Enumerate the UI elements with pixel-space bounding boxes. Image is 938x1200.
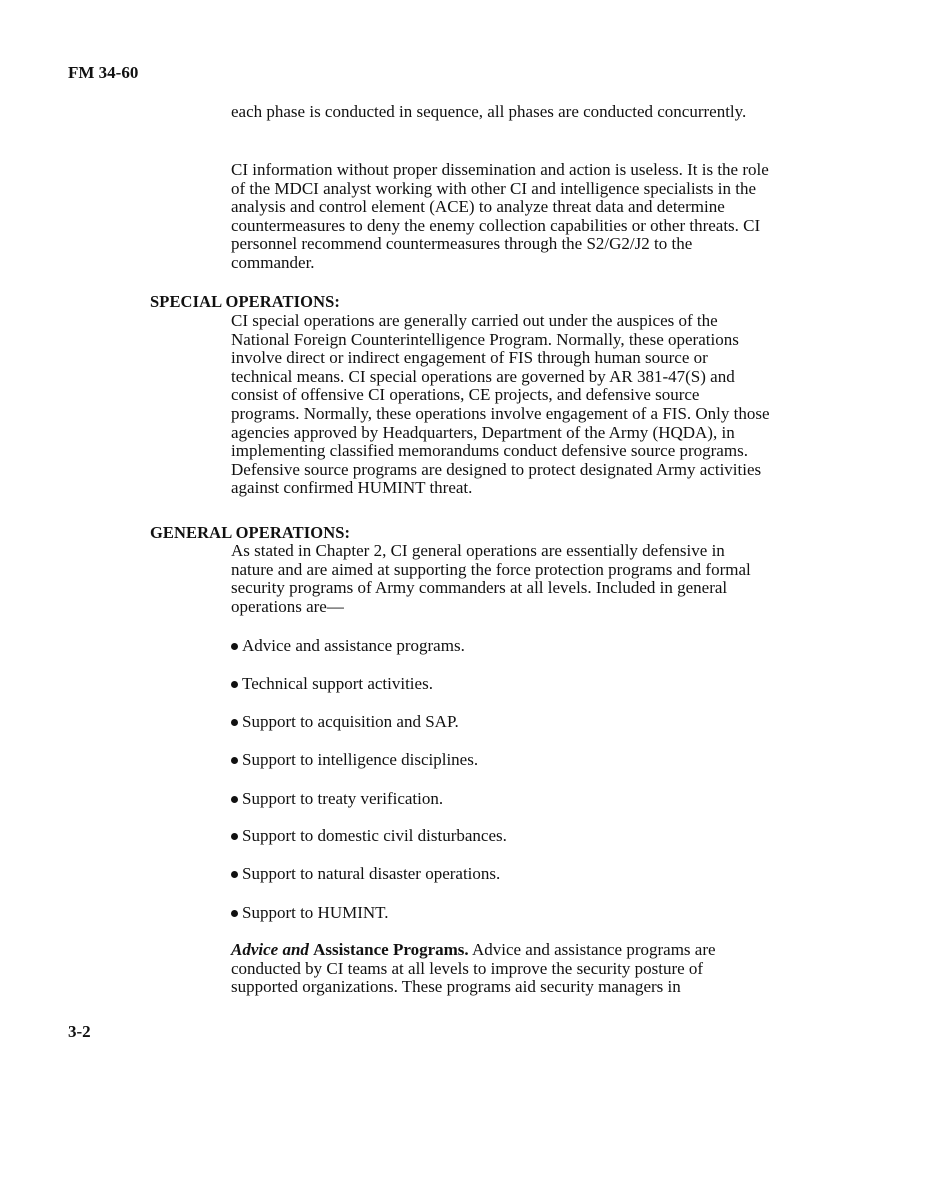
bullet-text: Support to treaty verification.: [242, 789, 444, 808]
intro-paragraph-2-text: CI information without proper dissemination and action is useless. It is the role of the MDCI analyst working with other CI and intelligence specialists in the analysis and control element (ACE) to analyze threat data and determine countermeasures to deny the enemy collection capabilities or other threats. CI personnel recommend countermeasures through the S2/G2/J2 to the commander.: [231, 160, 769, 272]
bullet-item: [231, 750, 478, 770]
bullet-item: [231, 636, 465, 656]
special-operations-body: [231, 312, 771, 498]
bullet-text: Technical support activities.: [242, 674, 433, 693]
run-in-heading-italic: Advice and: [231, 940, 309, 959]
bullet-icon: [231, 796, 238, 803]
intro-paragraph-2: [231, 161, 771, 273]
bullet-item: [231, 903, 389, 923]
general-operations-text: As stated in Chapter 2, CI general operations are essentially defensive in nature and are aimed at supporting the force protection programs and formal security programs of Army commanders at all levels. Included in general operations are—: [231, 541, 751, 616]
special-operations-text: CI special operations are generally carried out under the auspices of the National Foreign Counterintelligence Program. Normally, these operations involve direct or indirect engagement of FIS through human source or technical means. CI special operations are governed by AR 381-47(S) and consist of offensive CI operations, CE projects, and defensive source programs. Normally, these operations involve engagement of a FIS. Only those agencies approved by Headquarters, Department of the Army (HQDA), in implementing classified memorandums conduct defensive source programs. Defensive source programs are designed to protect designated Army activities against confirmed HUMINT threat.: [231, 311, 770, 498]
general-operations-heading: GENERAL OPERATIONS:: [150, 523, 351, 542]
special-operations-heading: SPECIAL OPERATIONS:: [150, 292, 341, 311]
bullet-text: Support to domestic civil disturbances.: [242, 826, 507, 845]
bullet-text: Support to acquisition and SAP.: [242, 712, 459, 731]
bullet-text: Advice and assistance programs.: [242, 636, 465, 655]
advice-assistance-text: [231, 941, 771, 997]
bullet-item: [231, 674, 433, 694]
bullet-text: Support to HUMINT.: [242, 903, 389, 922]
bullet-icon: [231, 871, 238, 878]
intro-paragraph-1-text: each phase is conducted in sequence, all phases are conducted concurrently.: [231, 102, 747, 121]
bullet-icon: [231, 833, 238, 840]
bullet-icon: [231, 719, 238, 726]
bullet-icon: [231, 681, 238, 688]
bullet-icon: [231, 910, 238, 917]
advice-assistance-body: Advice and assistance programs are conducted by CI teams at all levels to improve the security posture of supported organizations. These programs aid security managers in: [231, 940, 716, 997]
bullet-item: [231, 864, 500, 884]
bullet-icon: [231, 643, 238, 650]
bullet-text: Support to intelligence disciplines.: [242, 750, 479, 769]
intro-paragraph-1: [231, 103, 771, 122]
bullet-item: [231, 826, 507, 846]
bullet-item: [231, 789, 443, 809]
page-number: 3-2: [68, 1022, 91, 1041]
run-in-heading-bold: Assistance Programs.: [313, 940, 469, 959]
bullet-text: Support to natural disaster operations.: [242, 864, 501, 883]
general-operations-body: [231, 542, 771, 616]
bullet-icon: [231, 757, 238, 764]
bullet-item: [231, 712, 459, 732]
advice-assistance-paragraph: [231, 941, 771, 997]
document-id: FM 34-60: [68, 63, 139, 82]
